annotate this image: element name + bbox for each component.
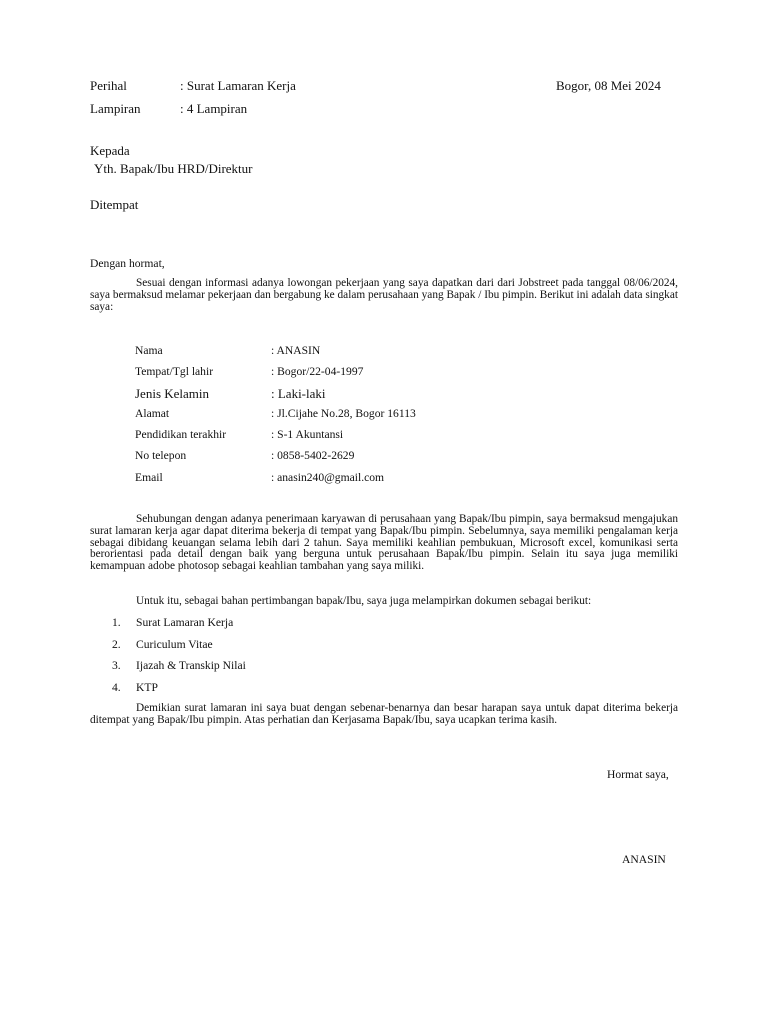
lampiran-value: : 4 Lampiran (180, 101, 248, 116)
detail-value-gender: : Laki-laki (271, 386, 326, 401)
recipient-yth: Yth. Bapak/Ibu HRD/Direktur (94, 161, 253, 176)
list-item: Surat Lamaran Kerja (136, 616, 234, 629)
detail-value-ttl: : Bogor/22-04-1997 (271, 365, 364, 378)
closing-salutation: Hormat saya, (607, 768, 669, 781)
body-paragraph-attachments-intro (90, 596, 678, 608)
closing-text: Demikian surat lamaran ini saya buat dengan sebenar-benarnya dan besar harapan saya untuk dapat diterima bekerja ditempat yang Bapak/Ibu pimpin. Atas perhatian dan Kerjasama Bapak/Ibu, saya ucapkan terima kasih. (90, 702, 678, 726)
detail-value-pendidikan: : S-1 Akuntansi (271, 428, 344, 441)
lampiran-label: Lampiran (90, 101, 141, 116)
detail-label-pendidikan: Pendidikan terakhir (135, 428, 227, 441)
recipient-ditempat: Ditempat (90, 197, 139, 212)
detail-label-gender: Jenis Kelamin (135, 386, 210, 401)
detail-label-alamat: Alamat (135, 407, 170, 420)
intro-paragraph (90, 278, 678, 313)
place-date: Bogor, 08 Mei 2024 (556, 78, 661, 93)
detail-value-nama: : ANASIN (271, 344, 321, 357)
attachments-intro-text: Untuk itu, sebagai bahan pertimbangan bapak/Ibu, saya juga melampirkan dokumen sebagai berikut: (136, 595, 592, 607)
list-item: Ijazah & Transkip Nilai (136, 659, 246, 672)
body-paragraph-experience (90, 514, 678, 573)
body-paragraph-closing (90, 703, 678, 727)
detail-label-ttl: Tempat/Tgl lahir (135, 365, 214, 378)
detail-label-telepon: No telepon (135, 449, 187, 462)
signature-name: ANASIN (622, 853, 666, 866)
detail-label-email: Email (135, 471, 163, 484)
detail-value-telepon: : 0858-5402-2629 (271, 449, 355, 462)
list-item: Curiculum Vitae (136, 638, 213, 651)
recipient-kepada: Kepada (90, 143, 130, 158)
perihal-value: : Surat Lamaran Kerja (180, 78, 296, 93)
intro-text: Sesuai dengan informasi adanya lowongan pekerjaan yang saya dapatkan dari dari Jobstreet pada tanggal 08/06/2024, saya bermaksud melamar pekerjaan dan bergabung ke dalam perusahaan yang Bapak / Ibu pimpin. Berikut ini adalah data singkat saya: (90, 277, 678, 313)
greeting: Dengan hormat, (90, 257, 165, 270)
list-number: 4. (112, 681, 121, 694)
list-number: 3. (112, 659, 121, 672)
list-number: 1. (112, 616, 121, 629)
detail-value-alamat: : Jl.Cijahe No.28, Bogor 16113 (271, 407, 416, 420)
list-number: 2. (112, 638, 121, 651)
detail-label-nama: Nama (135, 344, 163, 357)
list-item: KTP (136, 681, 158, 694)
perihal-label: Perihal (90, 78, 127, 93)
detail-value-email: : anasin240@gmail.com (271, 471, 385, 484)
experience-text: Sehubungan dengan adanya penerimaan karyawan di perusahaan yang Bapak/Ibu pimpin, saya bermaksud mengajukan surat lamaran kerja agar dapat diterima bekerja di tempat yang Bapak/Ibu pimpin. Sebelumnya, saya memiliki pengalaman kerja sebagai dibidang keuangan selama lebih dari 2 tahun. Saya memiliki keahlian pembukuan, Microsoft excel, komunikasi serta berorientasi pada detail dengan baik yang berguna untuk perusahaan Bapak/Ibu pimpin. Selain itu saya juga memiliki kemampuan adobe photosop sebagai keahlian tambahan yang saya miliki. (90, 513, 678, 573)
